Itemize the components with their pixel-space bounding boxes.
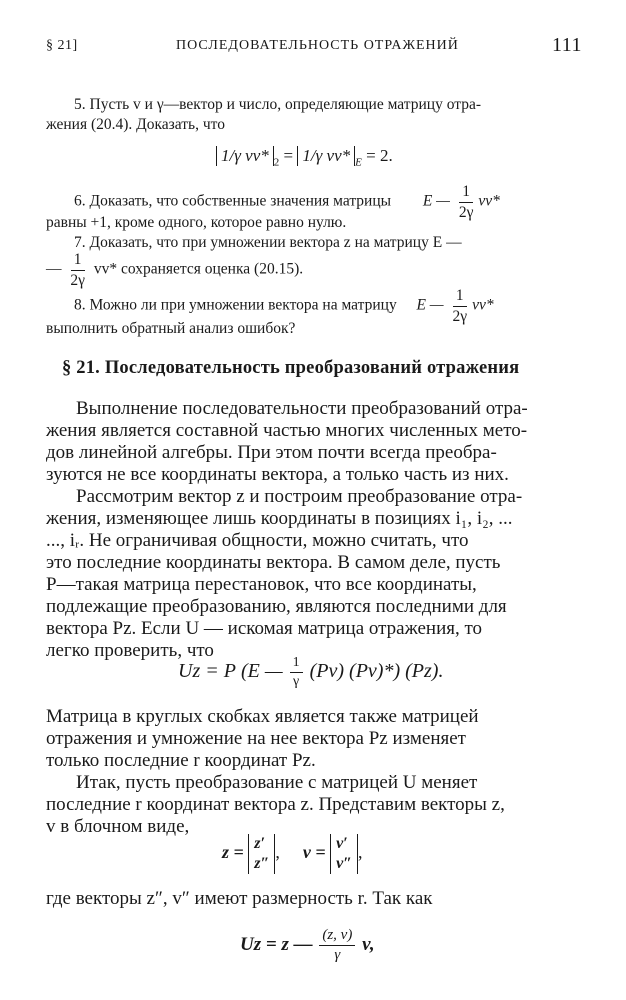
exercise-6-line-1: 6. Доказать, что собственные значения матрицы E — $\frac{1}{2\gamma}$ vv* — [74, 183, 500, 221]
exercise-6-line-2: равны +1, кроме одного, которое равно нулю. — [46, 214, 347, 231]
right-norm: 1/γ vv* — [297, 146, 355, 166]
fraction: $\frac{1}{2\gamma}$ — [458, 183, 474, 221]
p1-line-3: дов линейной алгебры. При этом почти всегда преобра- — [46, 442, 497, 463]
p3-line-3: только последние r координат Pz. — [46, 750, 316, 771]
exercise-8-line-2: выполнить обратный анализ ошибок? — [46, 320, 296, 337]
p1-line-1: Выполнение последовательности преобразований отра- — [76, 398, 528, 419]
p2-line-1: Рассмотрим вектор z и построим преобразование отра- — [76, 486, 523, 507]
v-block-vector: v′ v″ — [330, 834, 358, 874]
exercise-7-line-1: 7. Доказать, что при умножении вектора z на матрицу E — — [74, 234, 462, 251]
formula-block-vectors: z = z′ z″ , v = v′ v″ , — [222, 835, 363, 872]
running-head — [46, 36, 582, 60]
p2-line-3: ..., iᵣ. Не ограничивая общности, можно считать, что — [46, 530, 469, 551]
p1-line-4: зуются не все координаты вектора, а только часть из них. — [46, 464, 509, 485]
exercise-5-formula: 1/γ vv* $_2$ = 1/γ vv* $_E$ = 2. — [216, 146, 393, 168]
p2-line-2: жения, изменяющее лишь координаты в позициях i₁, i₂, ... — [46, 508, 513, 529]
p3-line-2: отражения и умножение на нее вектора Pz изменяет — [46, 728, 466, 749]
p2-line-8: легко проверить, что — [46, 640, 214, 661]
fraction: $\frac{1}{2\gamma}$ — [70, 251, 85, 289]
p2-line-7: вектора Pz. Если U — искомая матрица отражения, то — [46, 618, 483, 639]
section-reference: § 21] — [46, 38, 78, 53]
page-number: 111 — [551, 34, 582, 56]
fraction: $\frac{1}{2\gamma}$ — [452, 287, 468, 325]
formula-uz-reflection: Uz = z — $\frac{(z, v)}{\gamma}$ v, — [240, 927, 375, 963]
z-block-vector: z′ z″ — [248, 834, 275, 874]
exercise-5-line-2: жения (20.4). Доказать, что — [46, 116, 225, 133]
exercise-8-line-1: 8. Можно ли при умножении вектора на матрицу E — $\frac{1}{2\gamma}$ vv* — [74, 287, 494, 325]
left-norm: 1/γ vv* — [216, 146, 274, 166]
p1-line-2: жения является составной частью многих численных мето- — [46, 420, 528, 441]
exercise-5-line-1: 5. Пусть v и γ—вектор и число, определяющие матрицу отра- — [74, 96, 482, 113]
fraction: $\frac{(z, v)}{\gamma}$ — [319, 928, 355, 963]
p4-line-3: v в блочном виде, — [46, 816, 190, 837]
exercise-7-line-2: — $\frac{1}{2\gamma}$ vv* сохраняется оценка (20.15). — [46, 251, 304, 289]
section-heading: § 21. Последовательность преобразований отражения — [62, 358, 520, 378]
formula-uz: Uz = P (E — $\frac{1}{\gamma}$ (Pv) (Pv)*) (Pz). — [178, 655, 444, 689]
p4-line-2: последние r координат вектора z. Представим векторы z, — [46, 794, 505, 815]
p4-line-1: Итак, пусть преобразование с матрицей U меняет — [76, 772, 478, 793]
p5-line-1: где векторы z″, v″ имеют размерность r. Так как — [46, 888, 433, 909]
p2-line-5: P—такая матрица перестановок, что все координаты, — [46, 574, 477, 595]
p2-line-4: это последние координаты вектора. В самом деле, пусть — [46, 552, 501, 573]
p3-line-1: Матрица в круглых скобках является также матрицей — [46, 706, 479, 727]
running-title: ПОСЛЕДОВАТЕЛЬНОСТЬ ОТРАЖЕНИЙ — [176, 38, 459, 53]
p2-line-6: подлежащие преобразованию, являются последними для — [46, 596, 507, 617]
fraction: $\frac{1}{\gamma}$ — [290, 656, 303, 689]
